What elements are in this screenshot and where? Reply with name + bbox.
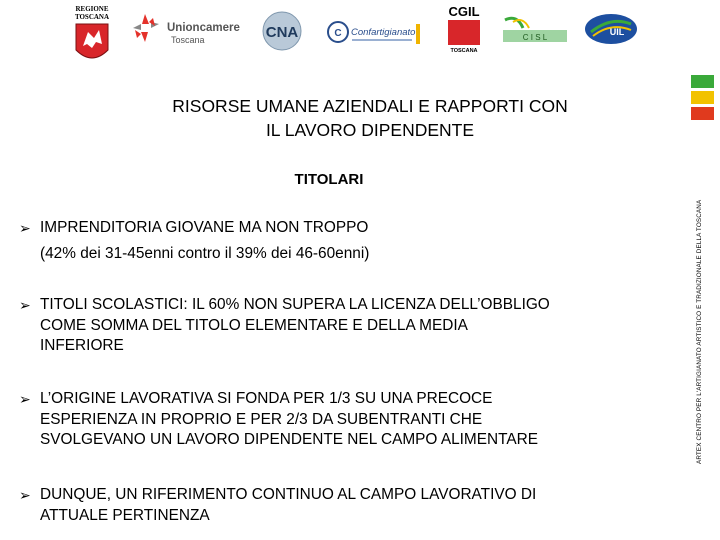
bullet-line: IMPRENDITORIA GIOVANE MA NON TROPPO (40, 219, 369, 236)
bullet-line: TITOLI SCOLASTICI: IL 60% NON SUPERA LA LICENZA DELL’OBBLIGO (40, 296, 550, 313)
page-title (80, 94, 660, 142)
yellow-bar (691, 91, 714, 104)
red-bar (691, 107, 714, 120)
section-subtitle: TITOLARI (294, 171, 364, 188)
cna-logo (258, 10, 308, 52)
unioncamere-sub-label: Toscana (171, 35, 205, 45)
bullet-line: ESPERIENZA IN PROPRIO E PER 2/3 DA SUBENTRANTI CHE (40, 410, 483, 428)
cgil-logo (446, 3, 486, 53)
cgil-label: CGIL (448, 4, 480, 19)
unioncamere-label: Unioncamere (167, 22, 240, 34)
confartigianato-label: Confartigianato (351, 27, 416, 38)
cna-label: CNA (265, 24, 299, 41)
bullet-arrow-icon: ➢ (19, 487, 31, 503)
cisl-label: C I S L (522, 33, 548, 42)
bullet-item (19, 218, 659, 264)
bullet-line: INFERIORE (40, 337, 124, 354)
uil-label: UIL (609, 27, 625, 37)
uil-logo (583, 12, 639, 46)
bullet-arrow-icon: ➢ (19, 297, 31, 313)
bullet-arrow-icon: ➢ (19, 391, 31, 407)
confartigianato-logo (326, 18, 426, 50)
svg-text:C: C (334, 28, 342, 39)
bullet-item (19, 295, 659, 357)
bullet-line: (42% dei 31-45enni contro il 39% dei 46-60enni) (40, 244, 370, 262)
cisl-logo (501, 14, 569, 46)
bullet-line: COME SOMMA DEL TITOLO ELEMENTARE E DELLA MEDIA (40, 316, 468, 334)
green-bar (691, 75, 714, 88)
bullet-line: DUNQUE, UN RIFERIMENTO CONTINUO AL CAMPO LAVORATIVO DI (40, 486, 537, 503)
toscana-label: TOSCANA (74, 13, 110, 21)
regione-toscana-logo (68, 4, 116, 70)
title-line: RISORSE UMANE AZIENDALI E RAPPORTI CON (172, 96, 568, 116)
bullet-line: SVOLGEVANO UN LAVORO DIPENDENTE NEL CAMPO ALIMENTARE (40, 431, 539, 448)
regione-label: REGIONE (75, 5, 109, 13)
bullet-line: ATTUALE PERTINENZA (40, 506, 210, 524)
logo-strip (0, 0, 720, 72)
bullet-item (19, 485, 659, 526)
bullet-line: L’ORIGINE LAVORATIVA SI FONDA PER 1/3 SU UNA PRECOCE (40, 390, 493, 407)
bullet-arrow-icon: ➢ (19, 220, 31, 236)
title-line: IL LAVORO DIPENDENTE (265, 120, 475, 140)
unioncamere-logo (131, 10, 240, 52)
bullet-item (19, 389, 659, 451)
side-vertical-text: ARTEX CENTRO PER L'ARTIGIANATO ARTISTICO E TRADIZIONALE DELLA TOSCANA (696, 199, 703, 464)
cgil-toscana-label: TOSCANA (450, 48, 478, 54)
